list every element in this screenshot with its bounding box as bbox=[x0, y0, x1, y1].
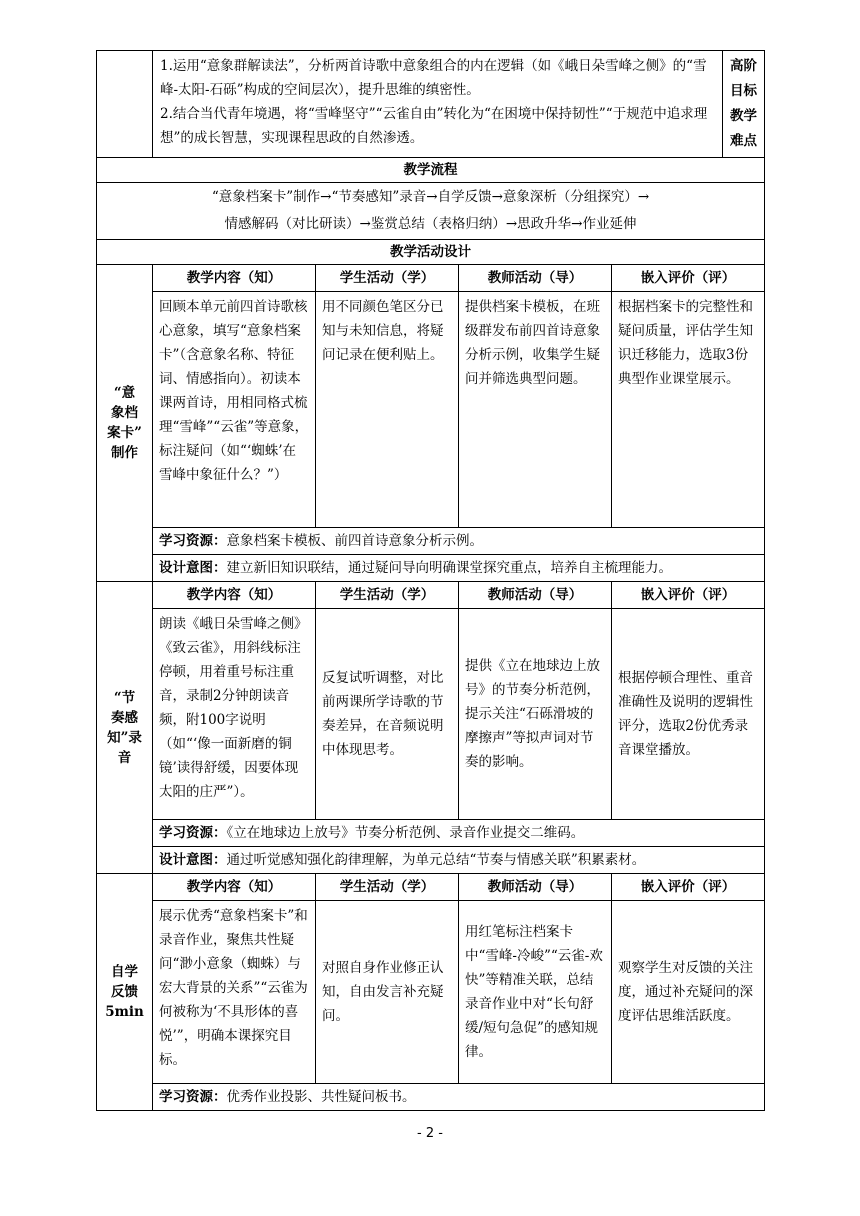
student-cell: 反复试听调整，对比前两课所学诗歌的节奏差异，在音频说明中体现思考。 bbox=[316, 609, 459, 820]
header-evaluation: 嵌入评价（评） bbox=[612, 874, 765, 901]
page-number: - 2 - bbox=[417, 1126, 443, 1141]
header-teacher: 教师活动（导） bbox=[459, 874, 612, 901]
lesson-plan-table bbox=[96, 50, 765, 1111]
header-content: 教学内容（知） bbox=[153, 874, 316, 901]
objectives-row bbox=[97, 51, 765, 158]
resource-row bbox=[153, 1084, 765, 1111]
header-student: 学生活动（学） bbox=[316, 874, 459, 901]
evaluation-cell: 观察学生对反馈的关注度，通过补充疑问的深度评估思维活跃度。 bbox=[612, 901, 765, 1084]
column-header-row bbox=[97, 582, 765, 609]
content-cell: 展示优秀“意象档案卡”和录音作业，聚焦共性疑问“渺小意象（蜘蛛）与宏大背景的关系”“云雀为何被称为‘不具形体的喜悦’”，明确本课探究目标。 bbox=[153, 901, 316, 1084]
activity-row bbox=[97, 901, 765, 1084]
flow-line-1: “意象档案卡”制作→“节奏感知”录音→自学反馈→意象深析（分组探究）→ bbox=[211, 189, 650, 205]
activity-row bbox=[97, 609, 765, 820]
intent-row bbox=[153, 847, 765, 874]
objectives-blank-cell bbox=[97, 51, 153, 158]
resource-label: 学习资源： bbox=[159, 825, 227, 841]
evaluation-cell: 根据档案卡的完整性和疑问质量，评估学生知识迁移能力，选取3份典型作业课堂展示。 bbox=[612, 292, 765, 528]
resource-label: 学习资源： bbox=[159, 533, 227, 549]
intent-row bbox=[153, 555, 765, 582]
flow-title: 教学流程 bbox=[97, 158, 765, 183]
flow-line-2: 情感解码（对比研读）→鉴赏总结（表格归纳）→思政升华→作业延伸 bbox=[224, 216, 637, 232]
header-evaluation: 嵌入评价（评） bbox=[612, 582, 765, 609]
header-student: 学生活动（学） bbox=[316, 582, 459, 609]
content-cell: 朗读《峨日朵雪峰之侧》《致云雀》，用斜线标注停顿，用着重号标注重音，录制2分钟朗读音频，附100字说明（如“‘像一面新磨的铜镜’读得舒缓，因要体现太阳的庄严”）。 bbox=[153, 609, 316, 820]
column-header-row bbox=[97, 874, 765, 901]
intent-text: 通过听觉感知强化韵律理解，为单元总结“节奏与情感关联”积累素材。 bbox=[226, 852, 646, 868]
section-label: 自学 反馈 5min bbox=[97, 874, 153, 1111]
content-cell: 回顾本单元前四首诗歌核心意象，填写“意象档案卡”（含意象名称、特征词、情感指向）。初读本课两首诗，用相同格式梳理“雪峰”“云雀”等意象，标注疑问（如“‘蜘蛛’在雪峰中象征什么？”） bbox=[153, 292, 316, 528]
activity-row bbox=[97, 292, 765, 528]
student-cell: 对照自身作业修正认知，自由发言补充疑问。 bbox=[316, 901, 459, 1084]
section-label: “意 象档 案卡” 制作 bbox=[97, 265, 153, 582]
evaluation-cell: 根据停顿合理性、重音准确性及说明的逻辑性评分，选取2份优秀录音课堂播放。 bbox=[612, 609, 765, 820]
section-label: “节 奏感 知”录 音 bbox=[97, 582, 153, 874]
teacher-cell: 用红笔标注档案卡中“雪峰-冷峻”“云雀-欢快”等精准关联，总结录音作业中对“长句舒缓/短句急促”的感知规律。 bbox=[459, 901, 612, 1084]
objectives-text bbox=[153, 51, 723, 158]
resource-row bbox=[153, 528, 765, 555]
teacher-cell: 提供《立在地球边上放号》的节奏分析范例，提示关注“石砾滑坡的摩擦声”等拟声词对节奏的影响。 bbox=[459, 609, 612, 820]
header-teacher: 教师活动（导） bbox=[459, 582, 612, 609]
student-cell: 用不同颜色笔区分已知与未知信息，将疑问记录在便利贴上。 bbox=[316, 292, 459, 528]
header-content: 教学内容（知） bbox=[153, 582, 316, 609]
intent-label: 设计意图： bbox=[159, 560, 227, 576]
resource-row bbox=[153, 820, 765, 847]
resource-text: 意象档案卡模板、前四首诗意象分析示例。 bbox=[226, 533, 483, 549]
intent-text: 建立新旧知识联结，通过疑问导向明确课堂探究重点，培养自主梳理能力。 bbox=[226, 560, 672, 576]
header-evaluation: 嵌入评价（评） bbox=[612, 265, 765, 292]
header-student: 学生活动（学） bbox=[316, 265, 459, 292]
resource-text: 《立在地球边上放号》节奏分析范例、录音作业提交二维码。 bbox=[226, 825, 585, 841]
column-header-row bbox=[97, 265, 765, 292]
header-teacher: 教师活动（导） bbox=[459, 265, 612, 292]
header-content: 教学内容（知） bbox=[153, 265, 316, 292]
intent-label: 设计意图： bbox=[159, 852, 227, 868]
objective-2: 2.结合当代青年境遇，将“雪峰坚守”“云雀自由”转化为“在困境中保持韧性”“于规范中追求理想”的成长智慧，实现课程思政的自然渗透。 bbox=[160, 106, 708, 146]
objectives-side-label: 高阶 目标 教学 难点 bbox=[723, 51, 765, 158]
resource-label: 学习资源： bbox=[159, 1089, 227, 1105]
objective-1: 1.运用“意象群解读法”，分析两首诗歌中意象组合的内在逻辑（如《峨日朵雪峰之侧》的“雪峰-太阳-石砾”构成的空间层次），提升思维的缜密性。 bbox=[160, 58, 707, 98]
teacher-cell: 提供档案卡模板，在班级群发布前四首诗意象分析示例，收集学生疑问并筛选典型问题。 bbox=[459, 292, 612, 528]
flow-content bbox=[97, 183, 765, 240]
resource-text: 优秀作业投影、共性疑问板书。 bbox=[226, 1089, 416, 1105]
activity-design-title: 教学活动设计 bbox=[97, 240, 765, 265]
